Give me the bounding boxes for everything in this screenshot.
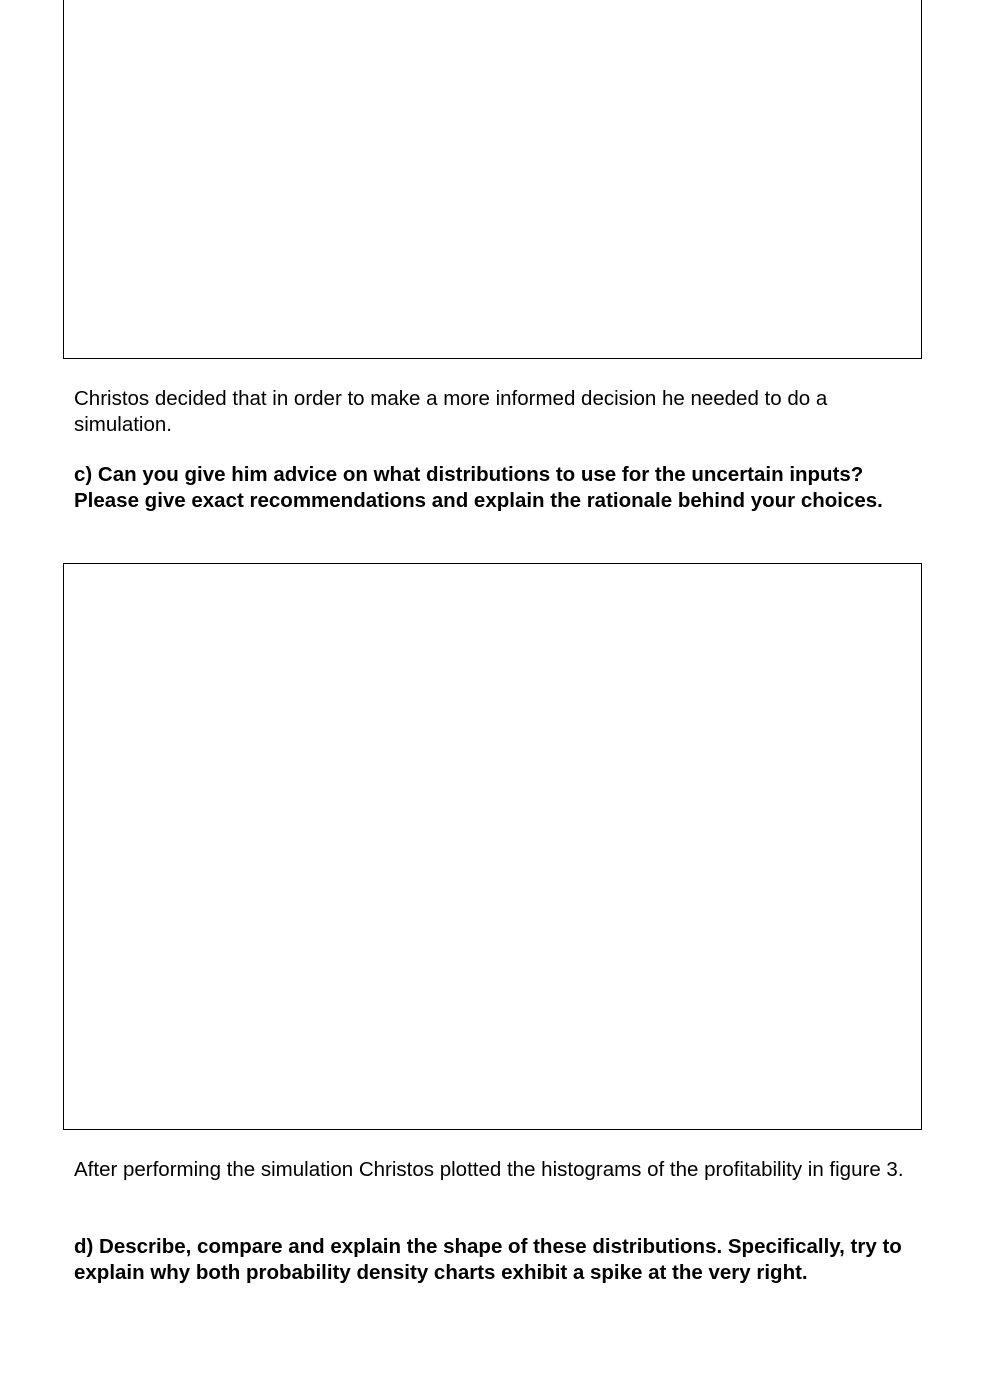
simulation-intro-text: Christos decided that in order to make a more informed decision he needed to do a simulation. (74, 387, 828, 436)
histogram-intro-text: After performing the simulation Christos plotted the histograms of the profitability in figure 3. (74, 1158, 904, 1181)
question-c: c) Can you give him advice on what distributions to use for the uncertain inputs? Please give exact recommendations and explain the rationale behind your choices. (74, 463, 883, 512)
answer-box-question-c[interactable] (63, 563, 922, 1130)
question-d: d) Describe, compare and explain the shape of these distributions. Specifically, try to explain why both probability density charts exhibit a spike at the very right. (74, 1235, 902, 1284)
answer-box-previous[interactable] (63, 0, 922, 359)
